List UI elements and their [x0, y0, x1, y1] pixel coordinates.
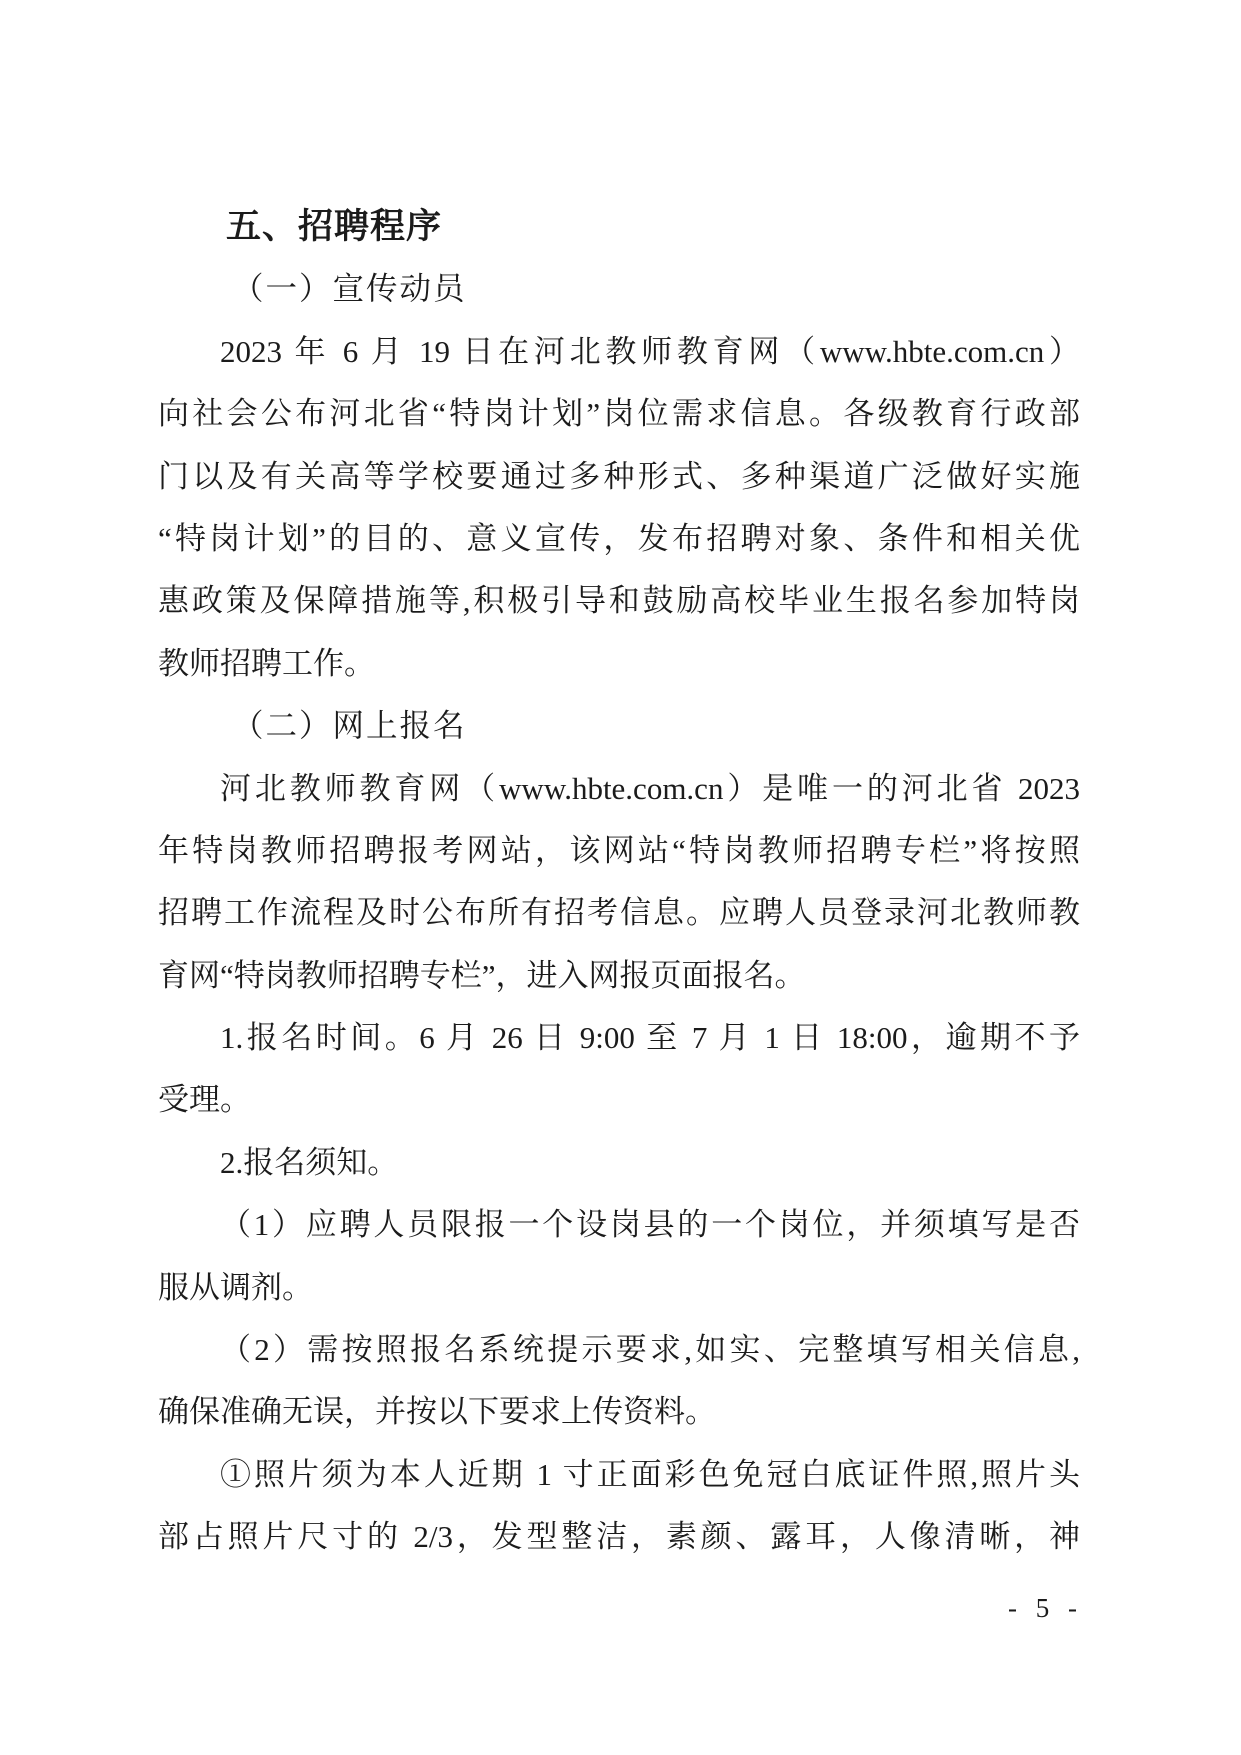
paragraph-line: 门以及有关高等学校要通过多种形式、多种渠道广泛做好实施	[158, 458, 1080, 494]
paragraph-line: 河北教师教育网（www.hbte.com.cn）是唯一的河北省 2023	[220, 770, 1080, 806]
paragraph-line: 1.报名时间。6 月 26 日 9:00 至 7 月 1 日 18:00，逾期不予	[220, 1020, 1080, 1056]
paragraph-line: 向社会公布河北省“特岗计划”岗位需求信息。各级教育行政部	[158, 396, 1080, 432]
paragraph-line: 年特岗教师招聘报考网站，该网站“特岗教师招聘专栏”将按照	[158, 832, 1080, 868]
paragraph-line: ①照片须为本人近期 1 寸正面彩色免冠白底证件照,照片头	[220, 1456, 1080, 1492]
paragraph-line: 育网“特岗教师招聘专栏”，进入网报页面报名。	[158, 957, 806, 993]
paragraph-line: （2）需按照报名系统提示要求,如实、完整填写相关信息,	[220, 1332, 1080, 1368]
paragraph-line: 2023 年 6 月 19 日在河北教师教育网（www.hbte.com.cn）	[220, 333, 1080, 369]
paragraph-line: 教师招聘工作。	[158, 645, 375, 681]
document-body	[158, 196, 1080, 1569]
subsection-heading-1: （一）宣传动员	[232, 271, 467, 307]
paragraph-line: 受理。	[158, 1082, 251, 1118]
paragraph-line: 2.报名须知。	[220, 1144, 399, 1180]
paragraph-line: 惠政策及保障措施等,积极引导和鼓励高校毕业生报名参加特岗	[158, 583, 1080, 619]
subsection-heading-2: （二）网上报名	[232, 708, 467, 744]
section-heading-5: 五、招聘程序	[226, 207, 443, 246]
paragraph-line: 部占照片尺寸的 2/3，发型整洁，素颜、露耳，人像清晰，神	[158, 1519, 1080, 1555]
paragraph-line: “特岗计划”的目的、意义宣传，发布招聘对象、条件和相关优	[158, 520, 1080, 556]
paragraph-line: 服从调剂。	[158, 1269, 313, 1305]
page-number: - 5 -	[1008, 1593, 1083, 1623]
paragraph-line: 确保准确无误，并按以下要求上传资料。	[158, 1394, 716, 1430]
paragraph-line: （1）应聘人员限报一个设岗县的一个岗位，并须填写是否	[220, 1207, 1080, 1243]
paragraph-line: 招聘工作流程及时公布所有招考信息。应聘人员登录河北教师教	[158, 895, 1080, 931]
